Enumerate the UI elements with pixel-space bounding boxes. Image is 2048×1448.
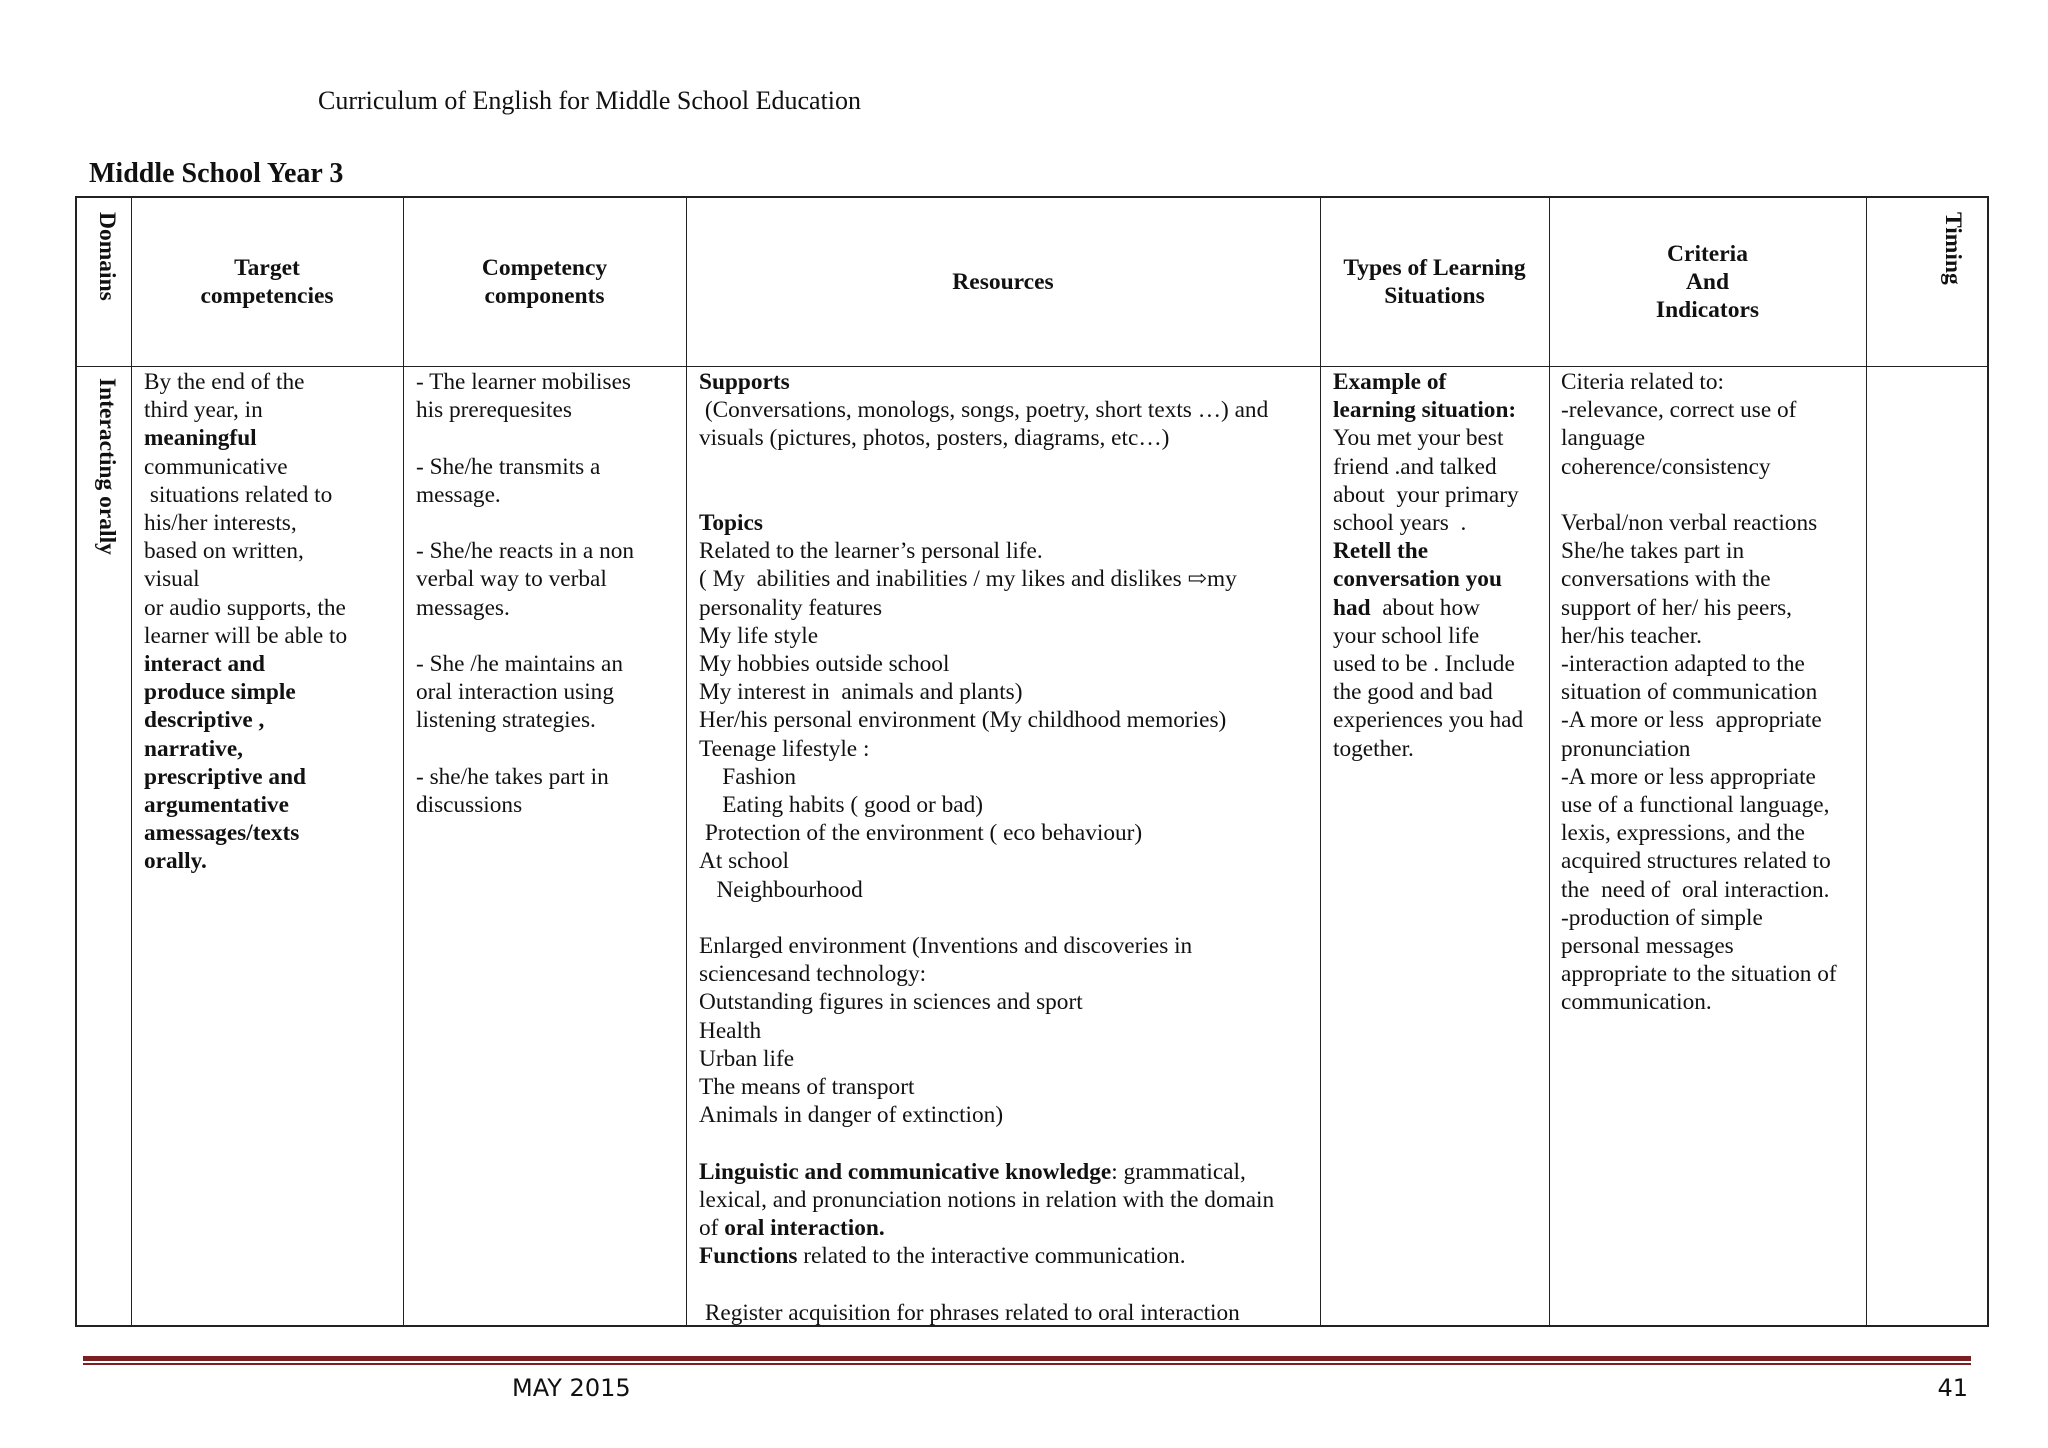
- target-competencies-cell: [131, 366, 403, 876]
- target-bold-1: meaningful: [144, 425, 257, 452]
- oral-interaction-bold: oral interaction.: [724, 1215, 885, 1242]
- example-text-1: You met your best friend .and talked about your primary school years .: [1333, 425, 1519, 537]
- timing-cell: [1866, 366, 1991, 368]
- enlarged-environment-text: Enlarged environment (Inventions and discoveries in sciencesand technology: Outstanding figures in sciences and sport Health Urban life The means of transport Animals in danger of extinction): [699, 933, 1193, 1129]
- linguistic-knowledge-text: : grammatical, lexical, and pronunciation notions in relation with the domain of: [699, 1158, 1275, 1242]
- topics-heading: Topics: [699, 510, 763, 537]
- supports-heading: Supports: [699, 369, 790, 395]
- page-title: Middle School Year 3: [89, 158, 344, 189]
- footer-rule: [83, 1356, 1971, 1361]
- criteria-indicators-cell: Citeria related to: -relevance, correct use of language coherence/consistency Verbal/non verbal reactions She/he takes part in conversations with the support of her/ his peers, her/his teacher. -interaction adapted to the situation of communication -A more or less appropriate pronunciation -A more or less appropriate use of a functional language, lexis, expressions, and the acquired structures related to the need of oral interaction. -production of simple personal messages appropriate to the situation of communication.: [1561, 369, 1837, 1016]
- header-criteria-and-indicators: Criteria And Indicators: [1655, 241, 1760, 323]
- curriculum-table: [75, 196, 1989, 1327]
- retell-bold: Retell the conversation you had: [1333, 538, 1502, 621]
- example-heading: Example of learning situation:: [1333, 369, 1517, 424]
- header-target-competencies: Target competencies: [200, 255, 334, 309]
- document-header: Curriculum of English for Middle School Education: [318, 86, 862, 115]
- supports-text: (Conversations, monologs, songs, poetry, short texts …) and visuals (pictures, photos, posters, diagrams, etc…): [699, 397, 1269, 452]
- example-text-2: about how your school life used to be . Include the good and bad experiences you had together.: [1333, 594, 1524, 762]
- functions-text: related to the interactive communication.: [797, 1243, 1186, 1270]
- resources-cell: [686, 366, 1320, 1327]
- footer-date: MAY 2015: [512, 1374, 631, 1402]
- target-text-1: By the end of the third year, in: [144, 369, 305, 424]
- learning-situations-cell: [1320, 366, 1549, 763]
- header-competency-components: Competency components: [481, 255, 608, 309]
- register-acquisition-text: Register acquisition for phrases related to oral interaction: [699, 1299, 1240, 1326]
- domain-interacting-orally: Interacting orally: [94, 378, 120, 555]
- linguistic-knowledge-heading: Linguistic and communicative knowledge: [699, 1158, 1112, 1185]
- competency-components-cell: - The learner mobilises his prerequesites - She/he transmits a message. - She/he reacts in a non verbal way to verbal messages. - She /he maintains an oral interaction using listening strategies. - she/he takes part in discussions: [416, 369, 635, 819]
- page-number: 41: [1937, 1374, 1968, 1402]
- header-resources: Resources: [952, 269, 1054, 295]
- footer-rule-thin: [83, 1363, 1971, 1365]
- topics-text: Related to the learner’s personal life. ( My abilities and inabilities / my likes and dislikes ⇨my personality features My life style My hobbies outside school My interest in animals and plants) Her/his personal environment (My childhood memories) Teenage lifestyle : Fashion Eating habits ( good or bad) Protection of the environment ( eco behaviour) At school Neighbourhood: [699, 538, 1237, 903]
- target-text-2: communicative situations related to his/her interests, based on written, visual or audio supports, the learner will be able to: [144, 453, 348, 649]
- target-bold-2: interact and produce simple descriptive , narrative, prescriptive and argumentative amessages/texts orally.: [144, 651, 306, 875]
- header-domains: Domains: [94, 212, 120, 301]
- header-timing: Timing: [1940, 212, 1966, 285]
- functions-heading: Functions: [699, 1243, 798, 1270]
- header-types-of-learning-situations: Types of Learning Situations: [1343, 255, 1526, 309]
